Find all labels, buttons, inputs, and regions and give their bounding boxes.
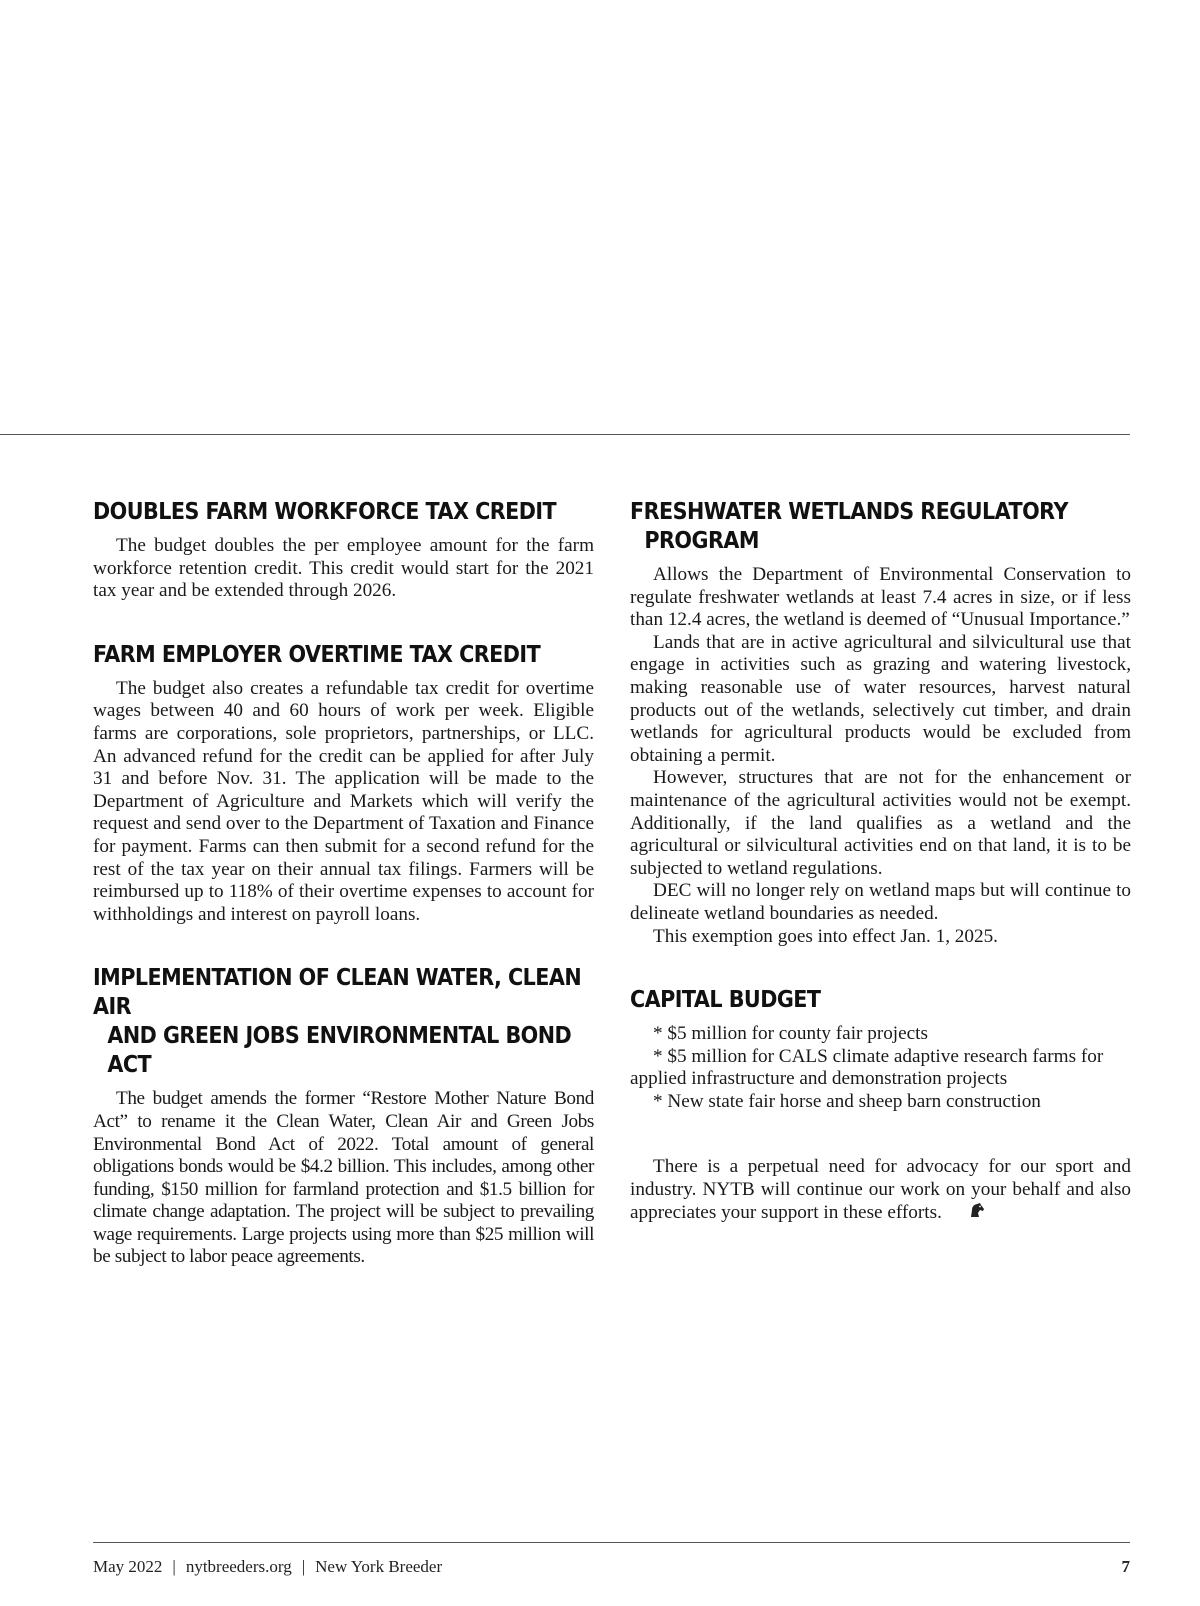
right-column: [630, 498, 1131, 1225]
paragraph: Lands that are in active agricultural and silvicultural use that engage in activities such as grazing and watering livestock, making reasonable use of water resources, harvest natural products out of the wetlands, selectively cut timber, and drain wetlands for agricultural products would be excluded from obtaining a permit.: [630, 631, 1131, 766]
section-heading: [93, 964, 593, 1080]
heading-line-2: AND GREEN JOBS ENVIRONMENTAL BOND ACT: [107, 1023, 572, 1079]
section-heading: FARM EMPLOYER OVERTIME TAX CREDIT: [93, 641, 541, 668]
paragraph: Allows the Department of Environmental Conservation to regulate freshwater wetlands at least 7.4 acres in size, or if less than 12.4 acres, the wetland is deemed of “Unusual Importance.”: [630, 564, 1131, 631]
paragraph: The budget also creates a refundable tax credit for overtime wages between 40 and 60 hours of work per week. Eligible farms are corporations, sole proprietors, partnerships, or LLC. An advanced refund for the credit can be applied for after July 31 and before Nov. 31. The application will be made to the Department of Agriculture and Markets which will verify the request and send over to the Department of Taxation and Finance for payment. Farms can then submit for a second refund for the rest of the tax year on their annual tax filings. Farmers will be reimbursed up to 118% of their overtime expenses to account for withholdings and interest on payroll loans.: [93, 677, 594, 925]
section-heading: DOUBLES FARM WORKFORCE TAX CREDIT: [93, 499, 557, 525]
paragraph: The budget amends the former “Restore Mother Nature Bond Act” to rename it the Clean Water, Clean Air and Green Jobs Environmental Bond Act of 2022. Total amount of general obligations bonds would be $4.2 billion. This includes, among other funding, $150 million for farmland protection and $1.5 billion for climate change adaptation. The project will be subject to prevailing wage requirements. Large projects using more than $25 million will be subject to labor peace agreements.: [93, 1088, 594, 1268]
footer-website: nytbreeders.org: [185, 1557, 292, 1576]
heading-line-1: IMPLEMENTATION OF CLEAN WATER, CLEAN AIR: [93, 965, 582, 1021]
footer-separator: |: [301, 1557, 306, 1576]
paragraph: DEC will no longer rely on wetland maps but will continue to delineate wetland boundaries as needed.: [630, 880, 1131, 924]
horse-head-icon: [946, 1202, 985, 1225]
section-wetlands-program: [630, 498, 1131, 948]
footer-date: May 2022: [93, 1557, 163, 1576]
paragraph: The budget doubles the per employee amount for the farm workforce retention credit. This credit would start for the 2021 tax year and be extended through 2026.: [93, 535, 594, 602]
top-divider: [0, 434, 1130, 435]
section-heading: CAPITAL BUDGET: [630, 987, 821, 1014]
section-bond-act: [93, 964, 594, 1269]
left-column: [93, 498, 594, 1307]
footer-divider: [93, 1542, 1130, 1543]
list-item: * $5 million for county fair projects: [653, 1023, 928, 1045]
heading-line-2: PROGRAM: [644, 528, 759, 554]
page-number: 7: [1121, 1557, 1130, 1576]
section-workforce-tax-credit: [93, 498, 594, 603]
closing-paragraph: [630, 1156, 1131, 1224]
section-capital-budget: [630, 986, 1131, 1113]
heading-line-1: FRESHWATER WETLANDS REGULATORY: [630, 499, 1068, 525]
paragraph: This exemption goes into effect Jan. 1, 2025.: [653, 925, 998, 947]
list-item: * $5 million for CALS climate adaptive research farms for applied infrastructure and demonstration projects: [630, 1045, 1104, 1090]
footer-separator: |: [172, 1557, 176, 1576]
section-heading: [630, 498, 1130, 556]
list-item: * New state fair horse and sheep barn construction: [653, 1090, 1041, 1112]
footer-publication: New York Breeder: [315, 1557, 443, 1576]
closing-text: There is a perpetual need for advocacy for our sport and industry. NYTB will continue our work on your behalf and also appreciates your support in these efforts.: [630, 1156, 1131, 1223]
paragraph: However, structures that are not for the enhancement or maintenance of the agricultural activities would not be exempt. Additionally, if the land qualifies as a wetland and the agricultural or silvicultural activities end on that land, it is to be subjected to wetland regulations.: [630, 767, 1131, 879]
section-overtime-tax-credit: [93, 641, 594, 927]
page-footer: [93, 1557, 1130, 1577]
